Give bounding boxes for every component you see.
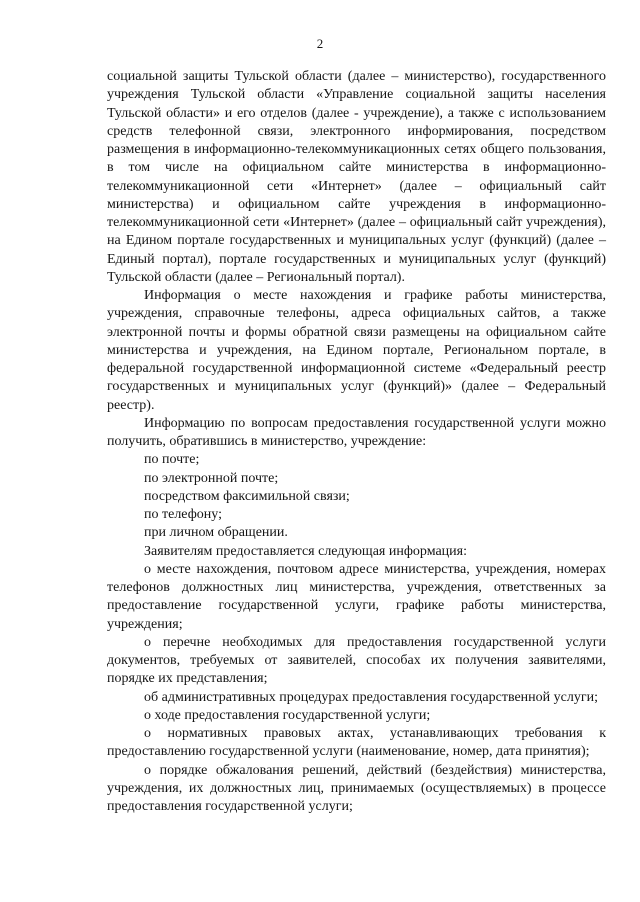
- list-item: об административных процедурах предоставления государственной услуги;: [144, 689, 598, 705]
- paragraph-contact-info: Информация о месте нахождения и графике работы министерства, учреждения, справочные телефоны, адреса официальных сайтов, а также электронной почты и формы обратной связи размещены на официальном сайте министерства и учреждения, на Едином портале, Региональном портале, в федеральной государственной информационной системе «Федеральный реестр государственных и муниципальных услуг (функций)» (далее – Федеральный реестр).: [107, 288, 606, 413]
- list-item: по почте;: [144, 452, 200, 468]
- list-item: о ходе предоставления государственной услуги;: [144, 707, 431, 723]
- list-item: по телефону;: [144, 507, 222, 522]
- paragraph-how-to-get-info: Информацию по вопросам предоставления государственной услуги можно получить, обратившись в министерство, учреждение:: [107, 415, 606, 449]
- list-item: о месте нахождения, почтовом адресе министерства, учреждения, номерах телефонов должностных лиц министерства, учреждения, ответственных за предоставление государственной услуги, графике работы министерства, учреждения;: [107, 561, 606, 632]
- list-item: при личном обращении.: [144, 525, 288, 541]
- list-item: посредством факсимильной связи;: [144, 488, 350, 504]
- paragraph-info-provided: Заявителям предоставляется следующая информация:: [144, 543, 467, 559]
- paragraph-continuation: социальной защиты Тульской области (далее – министерство), государственного учреждения Тульской области «Управление социальной защиты населения Тульской области» и его отделов (далее - учреждение), а также с использованием средств телефонной связи, электронного информирования, посредством размещения в информационно-телекоммуникационных сетях общего пользования, в том числе на официальном сайте министерства в информационно-телекоммуникационной сети «Интернет» (далее – официальный сайт министерства) и официальном сайте учреждения в информационно-телекоммуникационной сети «Интернет» (далее – официальный сайт учреждения), на Едином портале государственных и муниципальных услуг (функций) (далее – Единый портал), портале государственных и муниципальных услуг (функций) Тульской области (далее – Региональный портал).: [107, 69, 606, 285]
- list-item: о перечне необходимых для предоставления государственной услуги документов, требуемых от заявителей, способах их получения заявителями, порядке их представления;: [107, 634, 606, 687]
- list-item: о нормативных правовых актах, устанавливающих требования к предоставлению государственной услуги (наименование, номер, дата принятия);: [107, 726, 606, 760]
- page-number: 2: [316, 36, 324, 51]
- list-item: по электронной почте;: [144, 470, 279, 486]
- list-item: о порядке обжалования решений, действий (бездействия) министерства, учреждения, их должностных лиц, принимаемых (осуществляемых) в процессе предоставления государственной услуги;: [107, 762, 606, 814]
- document-body: [107, 68, 606, 816]
